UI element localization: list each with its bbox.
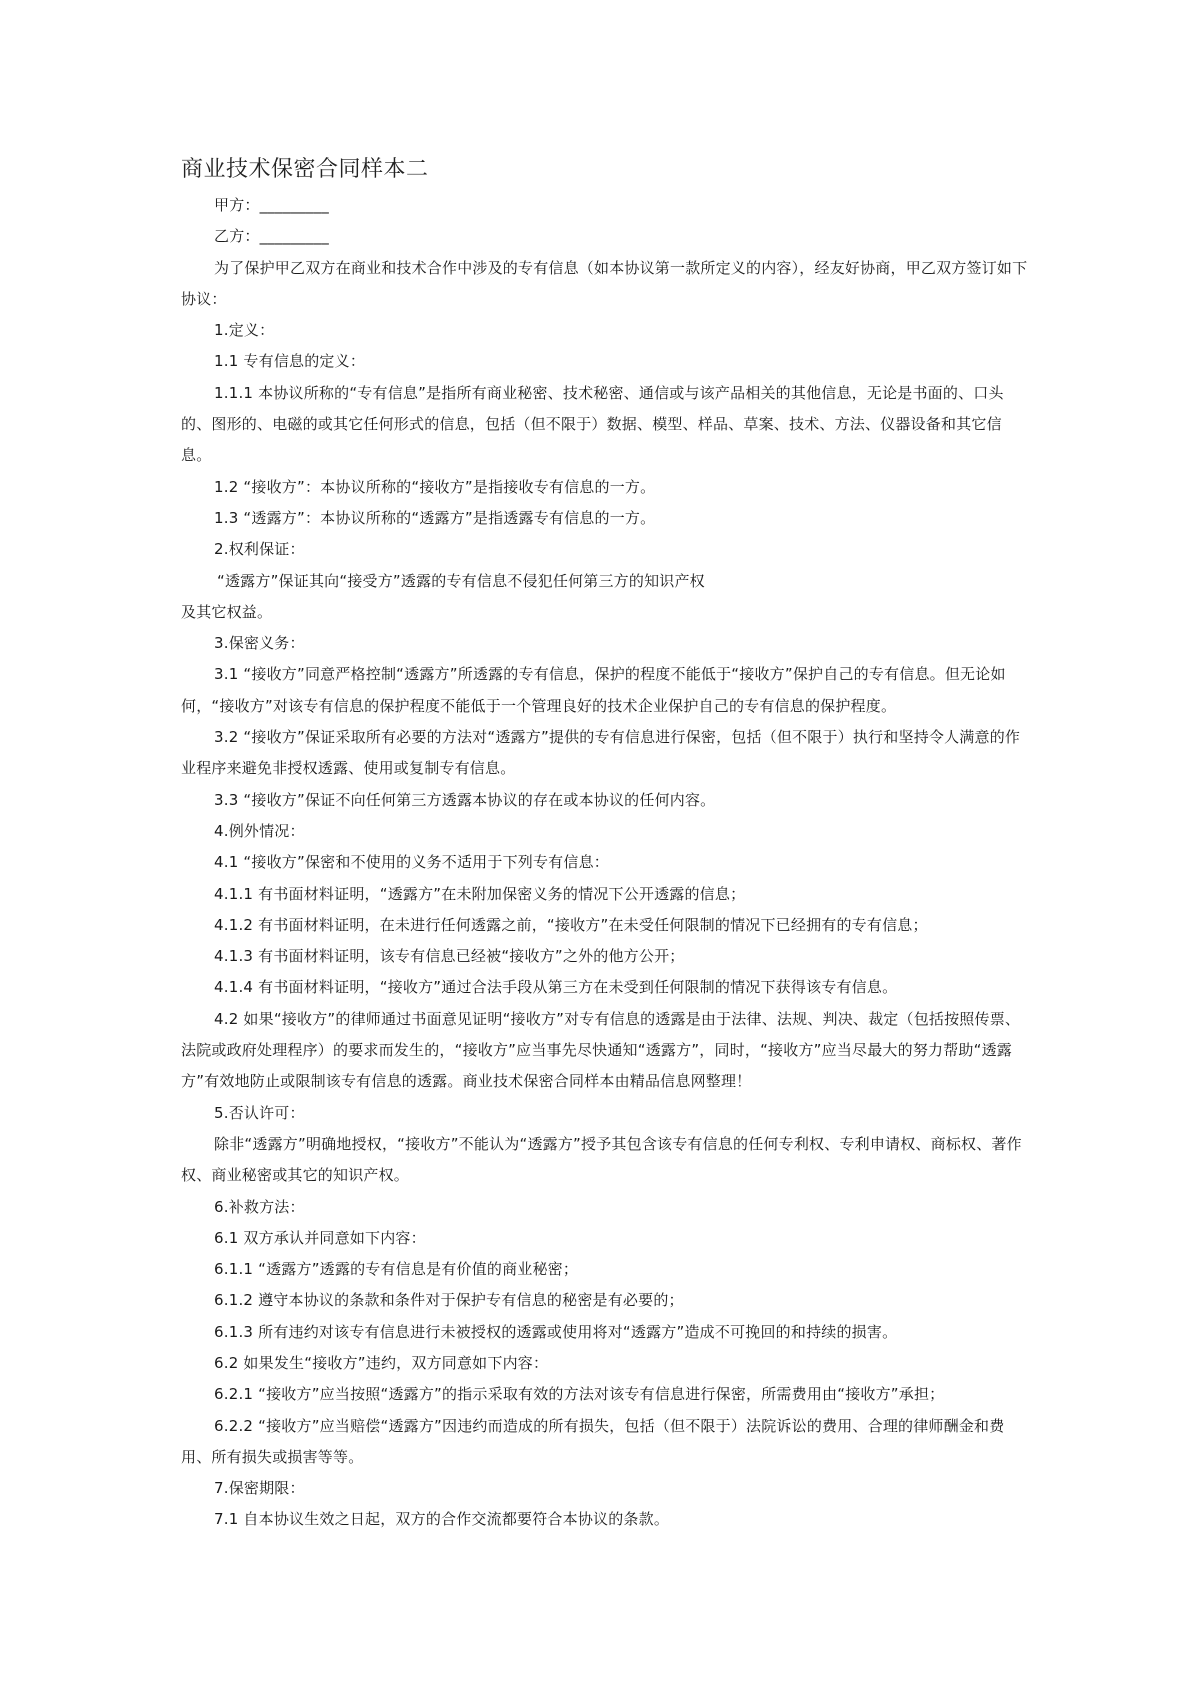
clause-1-2: 1.2 “接收方”：本协议所称的“接收方”是指接收专有信息的一方。: [214, 477, 656, 496]
clause-6-1-2: 6.1.2 遵守本协议的条款和条件对于保护专有信息的秘密是有必要的；: [214, 1291, 684, 1310]
clause-6-2-2: 6.2.2 “接收方”应当赔偿“透露方”因违约而造成的所有损失，包括（但不限于）法院诉讼的费用、合理的律师酬金和费用、所有损失或损害等等。: [181, 1416, 1005, 1466]
clause-4-1: 4.1 “接收方”保密和不使用的义务不适用于下列专有信息：: [214, 853, 609, 872]
paragraph-party-a: 甲方：_________: [214, 196, 329, 214]
document-title: 商业技术保密合同样本二: [181, 157, 429, 182]
clause-6-1: 6.1 双方承认并同意如下内容：: [214, 1228, 426, 1247]
heading-confidentiality: 3.保密义务：: [214, 634, 305, 653]
clause-4-1-1: 4.1.1 有书面材料证明，“透露方”在未附加保密义务的情况下公开透露的信息；: [214, 884, 746, 903]
clause-1-1: 1.1 专有信息的定义：: [214, 352, 366, 371]
heading-rights-warranty: 2.权利保证：: [214, 540, 305, 559]
clause-6-2-1: 6.2.1 “接收方”应当按照“透露方”的指示采取有效的方法对该专有信息进行保密，所需费用由“接收方”承担；: [214, 1385, 945, 1404]
heading-term: 7.保密期限：: [214, 1479, 305, 1498]
clause-4-1-4: 4.1.4 有书面材料证明，“接收方”通过合法手段从第三方在未受到任何限制的情况下获得该专有信息。: [214, 978, 898, 997]
clause-4-1-2: 4.1.2 有书面材料证明，在未进行任何透露之前，“接收方”在未受任何限制的情况下已经拥有的专有信息；: [214, 915, 928, 934]
clause-3-2: 3.2 “接收方”保证采取所有必要的方法对“透露方”提供的专有信息进行保密，包括（但不限于）执行和坚持令人满意的作业程序来避免非授权透露、使用或复制专有信息。: [181, 728, 1021, 778]
heading-exceptions: 4.例外情况：: [214, 821, 305, 840]
clause-3-1: 3.1 “接收方”同意严格控制“透露方”所透露的专有信息，保护的程度不能低于“接收方”保护自己的专有信息。但无论如何，“接收方”对该专有信息的保护程度不能低于一个管理良好的技术企业保护自己的专有信息的保护程度。: [181, 665, 1006, 715]
heading-remedies: 6.补救方法：: [214, 1197, 305, 1216]
clause-1-3: 1.3 “透露方”：本协议所称的“透露方”是指透露专有信息的一方。: [214, 508, 656, 527]
clause-6-1-1: 6.1.1 “透露方”透露的专有信息是有价值的商业秘密；: [214, 1260, 579, 1279]
paragraph-party-b: 乙方：_________: [214, 227, 329, 246]
clause-5-text: 除非“透露方”明确地授权，“接收方”不能认为“透露方”授予其包含该专有信息的任何专利权、专利申请权、商标权、著作权、商业秘密或其它的知识产权。: [181, 1134, 1022, 1185]
clause-6-2: 6.2 如果发生“接收方”违约，双方同意如下内容：: [214, 1353, 549, 1372]
clause-2-text-continued: 及其它权益。: [181, 602, 273, 621]
heading-no-license: 5.否认许可：: [214, 1103, 305, 1122]
paragraph-preamble: 为了保护甲乙双方在商业和技术合作中涉及的专有信息（如本协议第一款所定义的内容），经友好协商，甲乙双方签订如下协议：: [181, 258, 1028, 308]
heading-definitions: 1.定义：: [214, 321, 275, 340]
clause-4-1-3: 4.1.3 有书面材料证明，该专有信息已经被“接收方”之外的他方公开；: [214, 947, 685, 966]
clause-1-1-1: 1.1.1 本协议所称的“专有信息”是指所有商业秘密、技术秘密、通信或与该产品相关的其他信息，无论是书面的、口头的、图形的、电磁的或其它任何形式的信息，包括（但不限于）数据、模型、样品、草案、技术、方法、仪器设备和其它信息。: [181, 383, 1004, 465]
document-body: [181, 190, 1031, 1536]
clause-2-text: “透露方”保证其向“接受方”透露的专有信息不侵犯任何第三方的知识产权: [217, 571, 705, 590]
clause-6-1-3: 6.1.3 所有违约对该专有信息进行未被授权的透露或使用将对“透露方”造成不可挽回的和持续的损害。: [214, 1322, 898, 1341]
clause-4-2: 4.2 如果“接收方”的律师通过书面意见证明“接收方”对专有信息的透露是由于法律、法规、判决、裁定（包括按照传票、法院或政府处理程序）的要求而发生的，“接收方”应当事先尽快通知“透露方”，同时，“接收方”应当尽最大的努力帮助“透露方”有效地防止或限制该专有信息的透露。商业技术保密合同样本由精品信息网整理！: [181, 1009, 1021, 1091]
clause-3-3: 3.3 “接收方”保证不向任何第三方透露本协议的存在或本协议的任何内容。: [214, 790, 716, 809]
clause-7-1: 7.1 自本协议生效之日起，双方的合作交流都要符合本协议的条款。: [214, 1510, 670, 1529]
document-page: [181, 150, 1031, 1536]
